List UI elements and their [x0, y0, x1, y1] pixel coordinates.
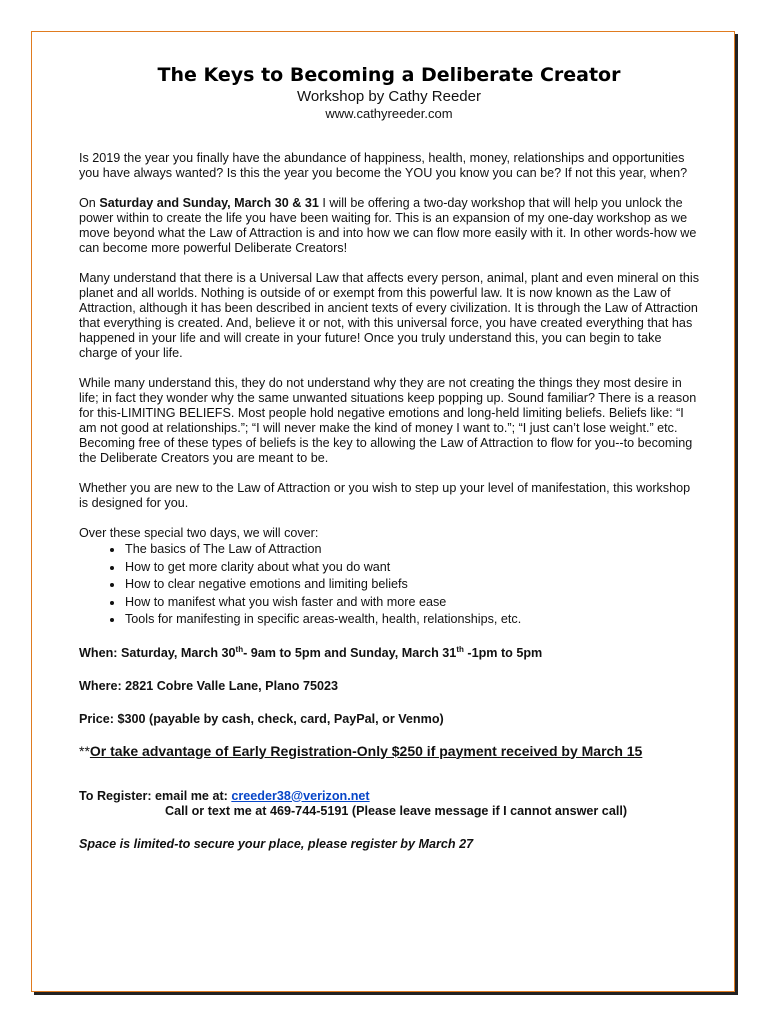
when-sup1: th [235, 644, 244, 654]
dates-paragraph [79, 196, 699, 256]
register-label: To Register: email me at: [79, 788, 232, 803]
intro-paragraph: Is 2019 the year you finally have the abundance of happiness, health, money, relationships and opportunities you have always wanted? Is this the year you become the YOU you know you can be? If not this year, when? [79, 151, 688, 180]
list-item: • How to manifest what you wish faster and with more ease [124, 594, 699, 612]
workshop-dates: Saturday and Sunday, March 30 & 31 [99, 196, 319, 210]
document-subtitle: Workshop by Cathy Reeder [297, 88, 481, 105]
when-line [79, 646, 699, 661]
topics-intro: Over these special two days, we will cover: [79, 526, 319, 540]
early-registration-text: Or take advantage of Early Registration-Only $250 if payment received by March 15 [89, 742, 643, 759]
limiting-beliefs-paragraph: While many understand this, they do not understand why they are not creating the things they most desire in life; in fact they wonder why the same unwanted situations keep popping up. Sound familiar? There is a reason for this-LIMITING BELIEFS. Most people hold negative emotions and long-held limiting beliefs. Beliefs like: “I am not good at relationships.”; “I will never make the kind of money I want to.”; “I just can’t lose weight.” etc. Becoming free of these types of beliefs is the key to allowing the Law of Attraction to flow for you--to becoming the Deliberate Creators you are meant to be. [79, 376, 697, 465]
phone-line: Call or text me at 469-744-5191 (Please leave message if I cannot answer call) [165, 803, 628, 818]
list-item: • The basics of The Law of Attraction [124, 541, 699, 559]
email-link[interactable]: creeder38@verizon.net [231, 788, 370, 803]
list-item: • Tools for manifesting in specific areas-wealth, health, relationships, etc. [124, 611, 699, 629]
early-prefix: ** [79, 742, 90, 759]
where-line: Where: 2821 Cobre Valle Lane, Plano 75023 [79, 678, 338, 693]
document-title: The Keys to Becoming a Deliberate Creator [157, 64, 621, 86]
document-page [31, 31, 735, 992]
universal-law-paragraph: Many understand that there is a Universal Law that affects every person, animal, plant and even mineral on this planet and all worlds. Nothing is outside of or exempt from this powerful law. It is now known as the Law of Attraction, although it has been described in ancient texts of every civilization. It is through the Law of Attraction that everything is created. And, believe it or not, with this universal force, you have created everything that has happened in your life and will create in your future! Once you truly understand this, you can begin to take charge of your life. [79, 271, 700, 360]
when-part3: -1pm to 5pm [463, 645, 543, 660]
list-item: • How to clear negative emotions and limiting beliefs [124, 576, 699, 594]
register-line [79, 789, 699, 804]
price-line: Price: $300 (payable by cash, check, card, PayPal, or Venmo) [79, 711, 444, 726]
topics-list [79, 541, 699, 629]
dates-rest: I will be offering a two-day workshop that will help you unlock the power within to create the life you have been waiting for. This is an expansion of my one-day workshop as we move beyond what the Law of Attraction is and into how we can flow more easily with it. In other words-how we can become more powerful Deliberate Creators! [79, 196, 697, 255]
list-item: • How to get more clarity about what you do want [124, 559, 699, 577]
when-sup2: th [456, 644, 464, 654]
audience-paragraph: Whether you are new to the Law of Attraction or you wish to step up your level of manifestation, this workshop is designed for you. [79, 481, 691, 510]
dates-lead: On [79, 196, 100, 210]
when-part2: - 9am to 5pm and Sunday, March 31 [243, 645, 457, 660]
document-content [79, 62, 699, 852]
early-registration-line [79, 744, 699, 759]
when-part1: When: Saturday, March 30 [79, 645, 236, 660]
closing-note: Space is limited-to secure your place, please register by March 27 [79, 836, 474, 851]
website-text: www.cathyreeder.com [325, 106, 453, 121]
